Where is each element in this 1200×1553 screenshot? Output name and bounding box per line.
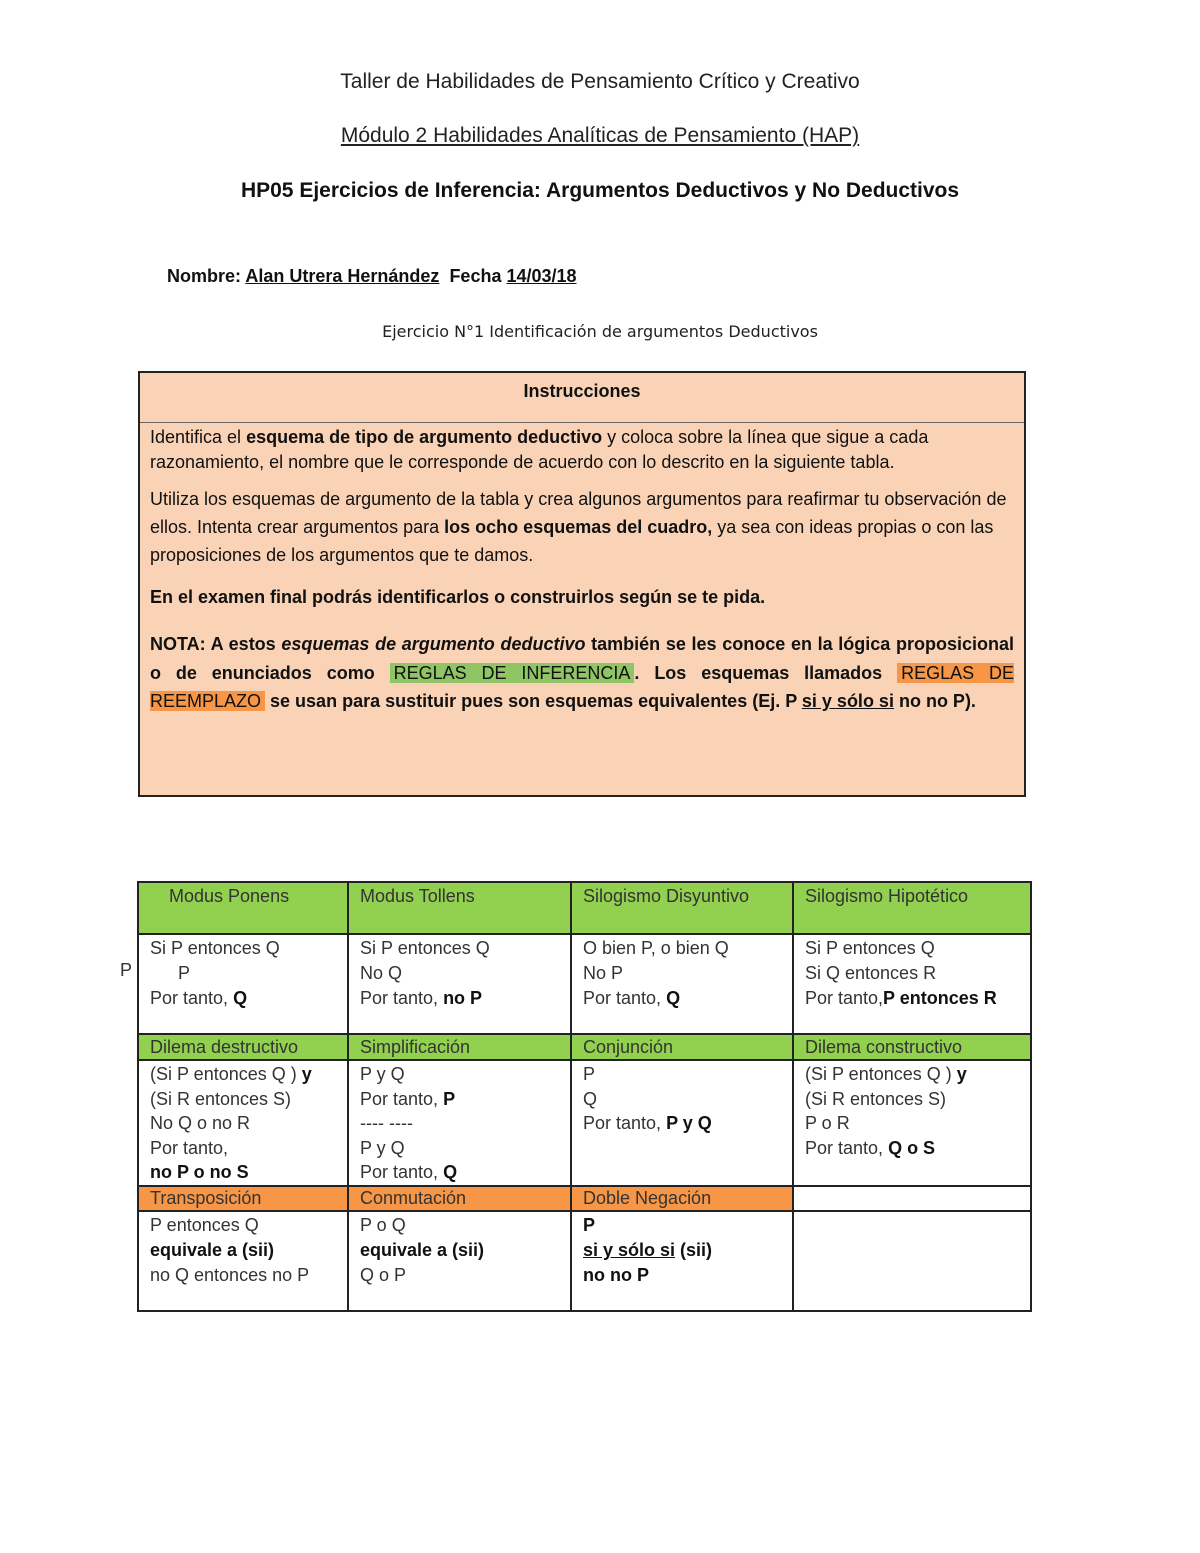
table-row [138, 1034, 1031, 1060]
instructions-note: NOTA: A estos esquemas de argumento deductivo también se les conoce en la lógica proposicional o de enunciados como REGLAS DE INFERENCIA . Los esquemas llamados REGLAS DE REEMPLAZO se usan para sustituir pues son esquemas equivalentes (Ej. P si y sólo si no no P). [150, 634, 1015, 711]
instructions-box [138, 371, 1026, 797]
instructions-paragraph-1: Identifica el esquema de tipo de argumento deductivo y coloca sobre la línea que sigue a cada razonamiento, el nombre que le corresponde de acuerdo con lo descrito en la siguiente tabla. [150, 427, 929, 472]
header-empty [793, 1186, 1031, 1211]
cell-dilema-destructivo: (Si P entonces Q ) y (Si R entonces S) No Q o no R Por tanto, no P o no S [138, 1060, 348, 1186]
margin-letter: P [120, 960, 133, 980]
page-title: HP05 Ejercicios de Inferencia: Argumentos Deductivos y No Deductivos [240, 179, 960, 202]
header-modus-tollens: Modus Tollens [348, 882, 571, 934]
date-value: 14/03/18 [506, 266, 577, 286]
instructions-paragraph-3: En el examen final podrás identificarlos o construirlos según se te pida. [150, 587, 766, 607]
name-value: Alan Utrera Hernández [245, 266, 440, 286]
header-conjuncion: Conjunción [571, 1034, 793, 1060]
header-module-title: Módulo 2 Habilidades Analíticas de Pensamiento (HAP) [340, 124, 860, 147]
cell-transposicion: P entonces Q equivale a (sii) no Q entonces no P [138, 1211, 348, 1311]
header-transposicion: Transposición [138, 1186, 348, 1211]
instructions-paragraph-2: Utiliza los esquemas de argumento de la tabla y crea algunos argumentos para reafirmar tu observación de ellos. Intenta crear argumentos para los ocho esquemas del cuadro, ya sea con ideas propias o con las proposiciones de los argumentos que te damos. [150, 489, 1007, 565]
reglas-reemplazo-highlight: REGLAS DE REEMPLAZO [150, 662, 1015, 711]
header-dilema-constructivo: Dilema constructivo [793, 1034, 1031, 1060]
name-label: Nombre: [167, 266, 242, 286]
cell-silogismo-disyuntivo: O bien P, o bien Q No P Por tanto, Q [571, 934, 793, 1034]
table-row [138, 1211, 1031, 1311]
header-silogismo-hipotetico: Silogismo Hipotético [793, 882, 1031, 934]
instructions-body [140, 425, 1024, 716]
exercise-title: Ejercicio N°1 Identificación de argumentos Deductivos [382, 322, 818, 341]
header-course-title: Taller de Habilidades de Pensamiento Crítico y Creativo [340, 70, 860, 93]
table-row [138, 1060, 1031, 1186]
table-row [138, 882, 1031, 934]
cell-conjuncion: P Q Por tanto, P y Q [571, 1060, 793, 1186]
cell-dilema-constructivo: (Si P entonces Q ) y (Si R entonces S) P o R Por tanto, Q o S [793, 1060, 1031, 1186]
header-dilema-destructivo: Dilema destructivo [138, 1034, 348, 1060]
cell-silogismo-hipotetico: Si P entonces Q Si Q entonces R Por tanto,P entonces R [793, 934, 1031, 1034]
cell-doble-negacion: P si y sólo si (sii) no no P [571, 1211, 793, 1311]
header-silogismo-disyuntivo: Silogismo Disyuntivo [571, 882, 793, 934]
cell-conmutacion: P o Q equivale a (sii) Q o P [348, 1211, 571, 1311]
date-label: Fecha [449, 266, 502, 286]
reglas-inferencia-highlight: REGLAS DE INFERENCIA [390, 663, 635, 683]
student-info-line [167, 266, 577, 287]
cell-modus-ponens: Si P entonces Q P Por tanto, Q [138, 934, 348, 1034]
header-simplificacion: Simplificación [348, 1034, 571, 1060]
cell-modus-tollens: Si P entonces Q No Q Por tanto, no P [348, 934, 571, 1034]
table-row [138, 934, 1031, 1034]
table-row [138, 1186, 1031, 1211]
header-modus-ponens: Modus Ponens [138, 882, 348, 934]
header-doble-negacion: Doble Negación [571, 1186, 793, 1211]
header-conmutacion: Conmutación [348, 1186, 571, 1211]
instructions-heading: Instrucciones [140, 373, 1024, 423]
cell-simplificacion: P y Q Por tanto, P ---- ---- P y Q Por tanto, Q [348, 1060, 571, 1186]
cell-empty [793, 1211, 1031, 1311]
argument-schemes-table [137, 881, 1032, 1312]
